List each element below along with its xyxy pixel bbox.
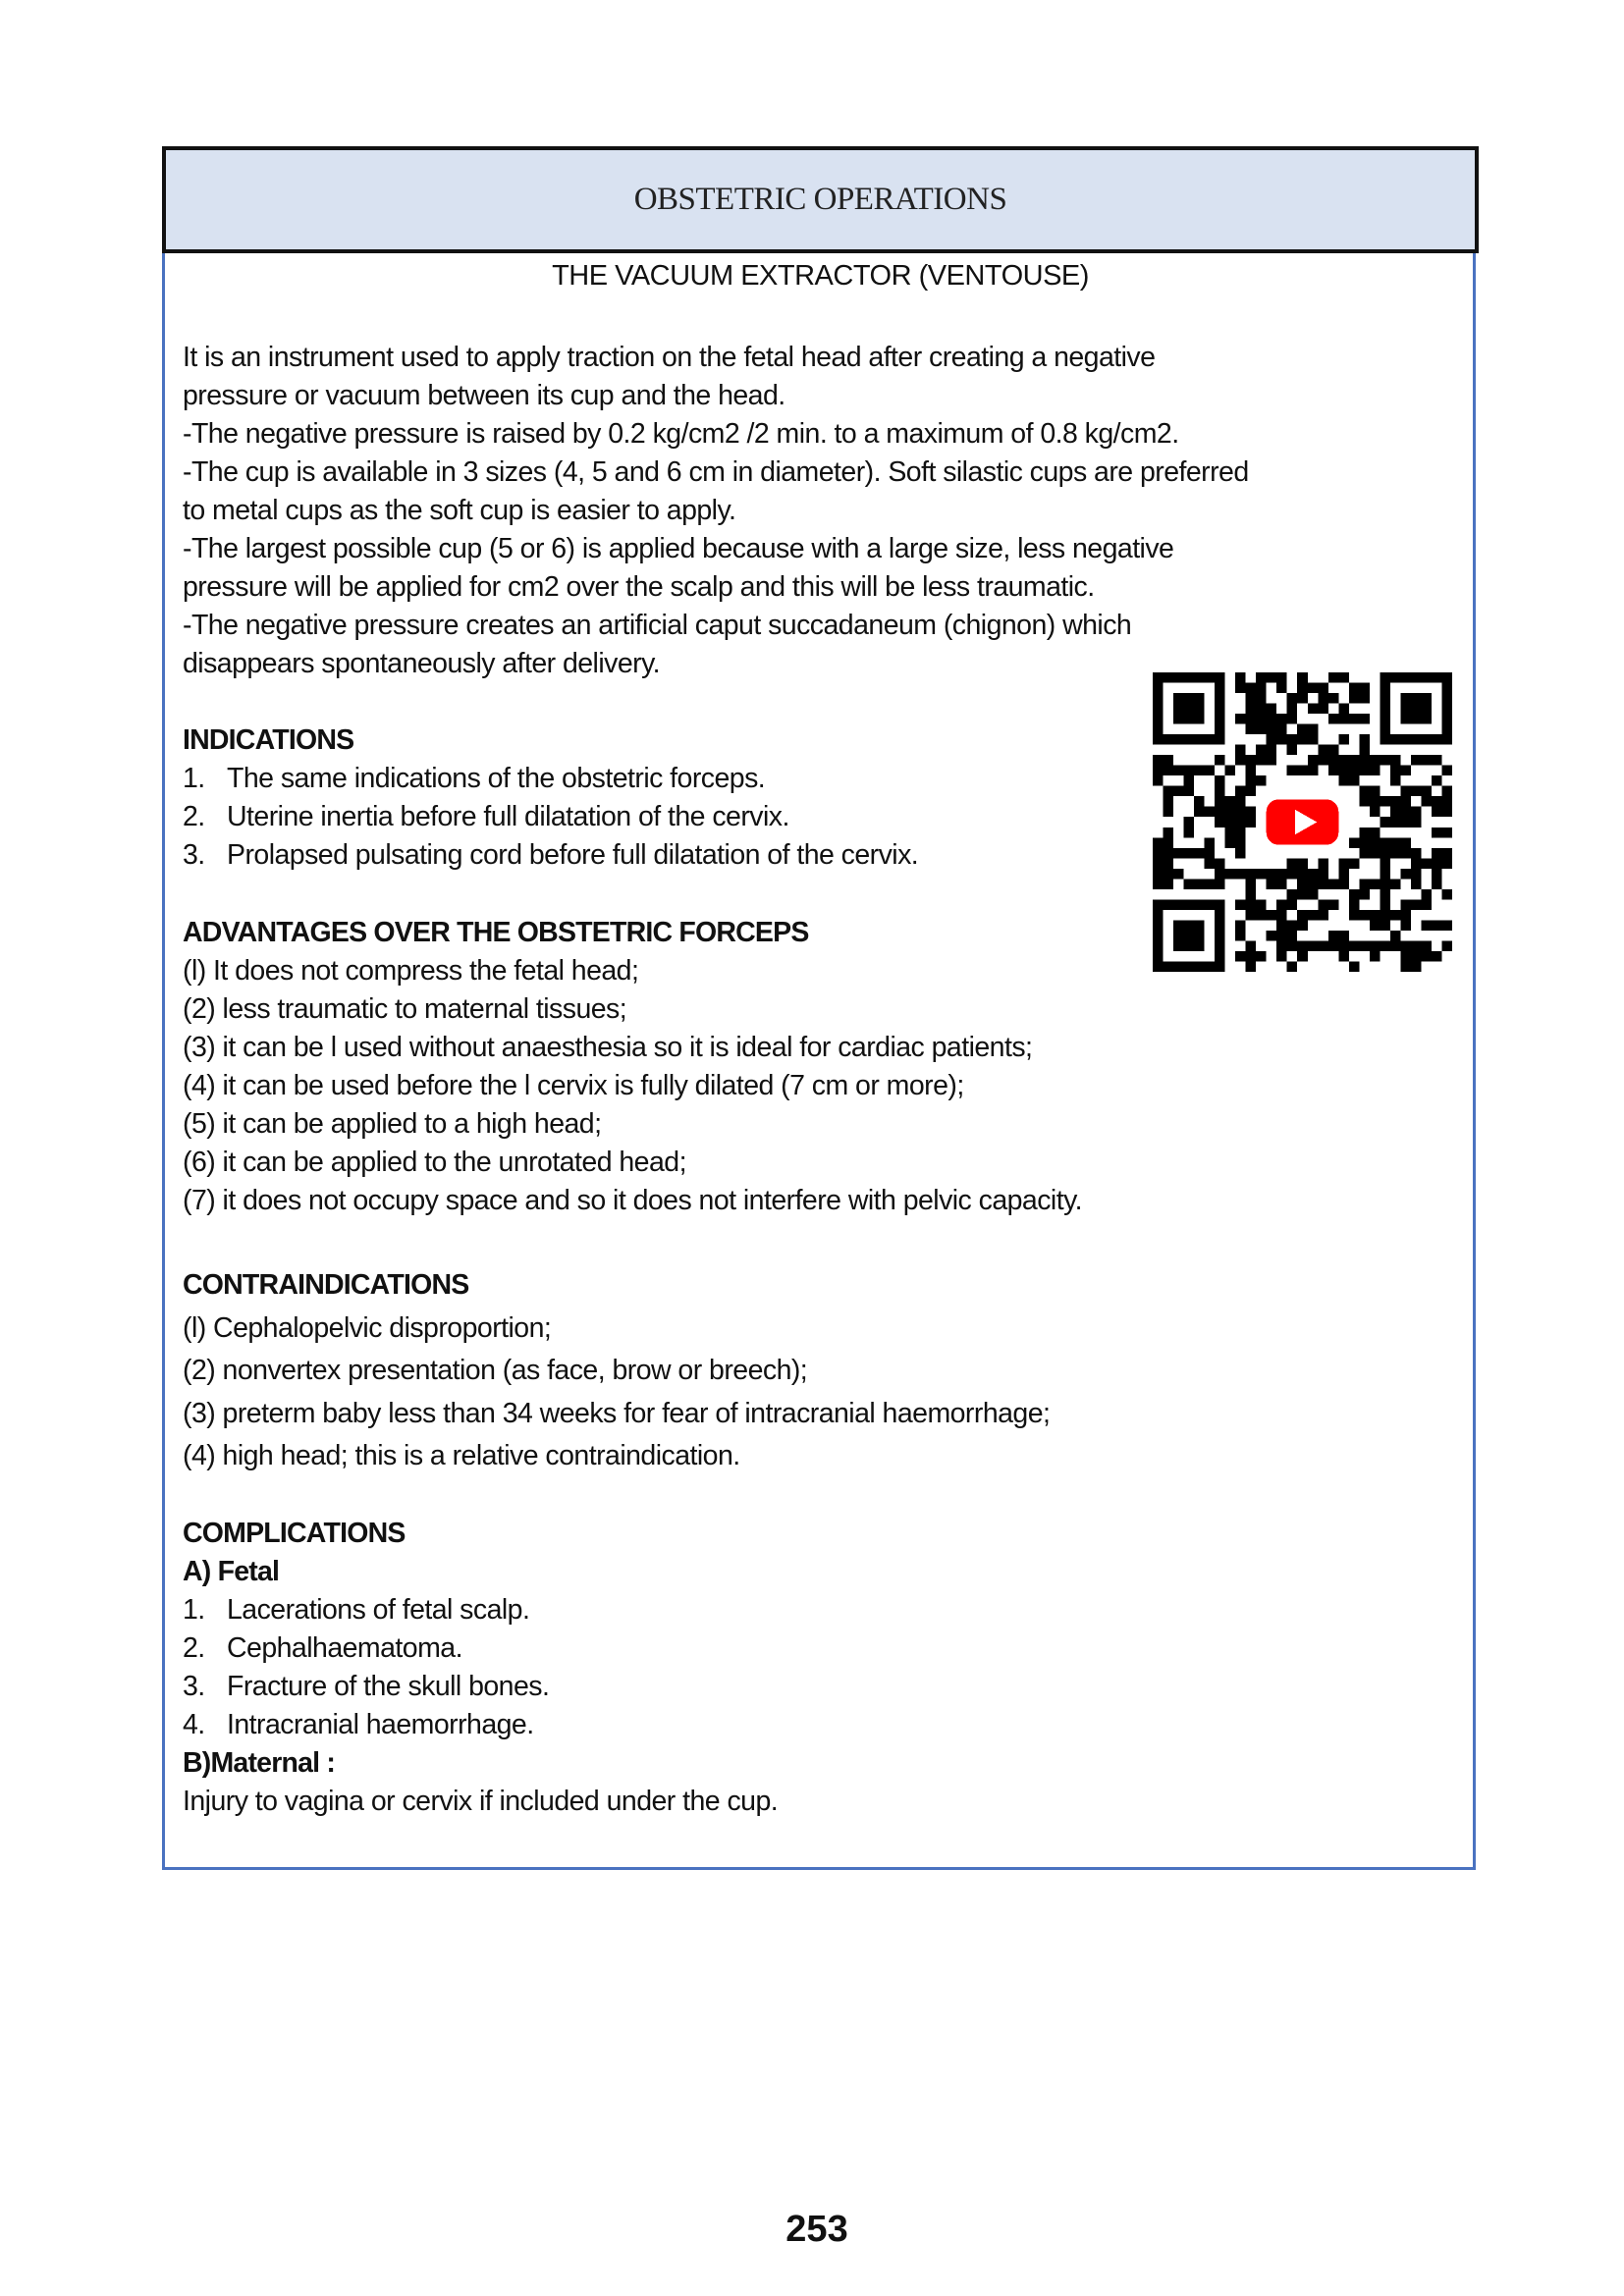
intro-line: pressure will be applied for cm2 over the scalp and this will be less traumatic. [183, 571, 1095, 603]
list-item: 2. Uterine inertia before full dilatation of the cervix. [183, 801, 789, 832]
list-item: 1. Lacerations of fetal scalp. [183, 1594, 530, 1626]
list-item: (5) it can be applied to a high head; [183, 1108, 602, 1140]
list-item: 4. Intracranial haemorrhage. [183, 1709, 534, 1740]
advantages-heading: ADVANTAGES OVER THE OBSTETRIC FORCEPS [183, 917, 809, 948]
fetal-subheading: A) Fetal [183, 1556, 280, 1587]
list-item: 3. Fracture of the skull bones. [183, 1671, 550, 1702]
list-item: (l) It does not compress the fetal head; [183, 955, 639, 987]
complications-heading: COMPLICATIONS [183, 1518, 406, 1549]
complications-section [183, 1515, 778, 1821]
list-item: (l) Cephalopelvic disproportion; [183, 1311, 552, 1344]
list-item: (2) nonvertex presentation (as face, brow or breech); [183, 1355, 808, 1386]
indications-heading: INDICATIONS [183, 724, 354, 756]
contraindications-heading: CONTRAINDICATIONS [183, 1269, 469, 1301]
chapter-header [162, 146, 1479, 253]
list-item: (3) it can be l used without anaesthesia so it is ideal for cardiac patients; [183, 1032, 1033, 1063]
intro-line: -The cup is available in 3 sizes (4, 5 and 6 cm in diameter). Soft silastic cups are preferred [183, 456, 1249, 488]
list-item: (3) preterm baby less than 34 weeks for fear of intracranial haemorrhage; [183, 1397, 1051, 1429]
list-item: 1. The same indications of the obstetric forceps. [183, 763, 766, 794]
intro-paragraph [183, 339, 1249, 683]
intro-line: -The negative pressure creates an artificial caput succadaneum (chignon) which [183, 610, 1132, 641]
youtube-qr-code-icon[interactable] [1153, 672, 1452, 972]
indications-section [183, 721, 918, 875]
list-item: 2. Cephalhaematoma. [183, 1632, 462, 1664]
list-item: (7) it does not occupy space and so it does not interfere with pelvic capacity. [183, 1185, 1083, 1216]
intro-line: -The largest possible cup (5 or 6) is applied because with a large size, less negative [183, 533, 1174, 564]
intro-line: It is an instrument used to apply traction on the fetal head after creating a negative [183, 342, 1156, 373]
intro-line: pressure or vacuum between its cup and the head. [183, 380, 785, 411]
page-number: 253 [785, 2209, 848, 2250]
maternal-subheading: B)Maternal : [183, 1747, 336, 1779]
list-item: (4) high head; this is a relative contraindication. [183, 1440, 740, 1471]
advantages-section [183, 914, 1082, 1220]
contraindications-section [183, 1264, 1050, 1478]
intro-line: to metal cups as the soft cup is easier to apply. [183, 495, 736, 526]
list-item: (2) less traumatic to maternal tissues; [183, 993, 627, 1025]
list-item: 3. Prolapsed pulsating cord before full dilatation of the cervix. [183, 839, 919, 871]
intro-line: disappears spontaneously after delivery. [183, 648, 661, 679]
section-title: THE VACUUM EXTRACTOR (VENTOUSE) [552, 260, 1089, 292]
list-item: (6) it can be applied to the unrotated head; [183, 1147, 686, 1178]
intro-line: -The negative pressure is raised by 0.2 kg/cm2 /2 min. to a maximum of 0.8 kg/cm2. [183, 418, 1179, 450]
chapter-title: OBSTETRIC OPERATIONS [633, 182, 1007, 217]
list-item: (4) it can be used before the l cervix is fully dilated (7 cm or more); [183, 1070, 964, 1101]
maternal-text: Injury to vagina or cervix if included under the cup. [183, 1786, 779, 1817]
